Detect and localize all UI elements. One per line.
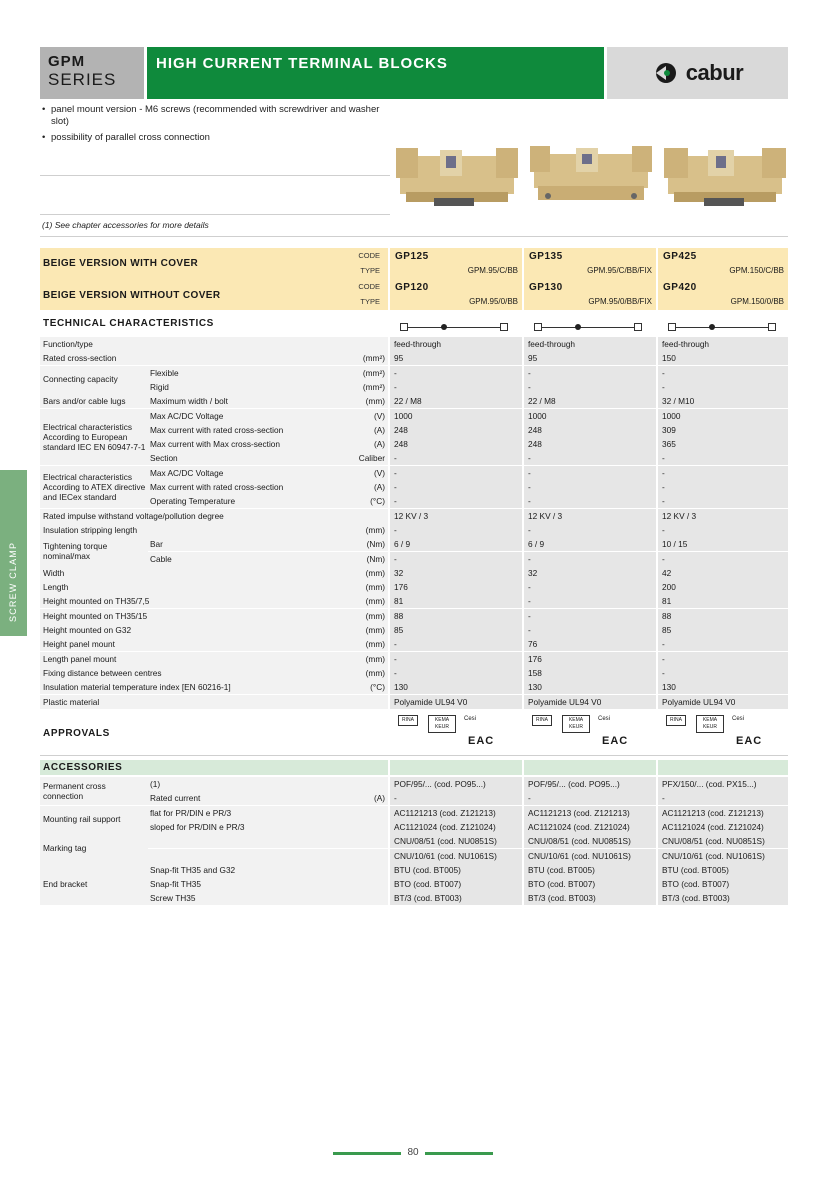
value-cell: BTU (cod. BT005) xyxy=(522,863,656,877)
product-type: GPM.150/0/BB xyxy=(730,297,784,306)
rina-mark-icon: RINA xyxy=(666,715,686,726)
value-cell: 32 xyxy=(388,566,522,580)
kema-keur-mark-icon: KEMA KEUR xyxy=(562,715,590,733)
group-label: Electrical characteristics According to ATEX directive and IECex standard xyxy=(40,466,148,508)
connection-diagram-icon xyxy=(534,323,642,333)
row-unit: (V) xyxy=(373,410,385,421)
row-label: Insulation material temperature index [EN 60216-1] xyxy=(40,680,388,694)
kema-keur-mark-icon: KEMA KEUR xyxy=(696,715,724,733)
cesi-mark-icon: Cesi xyxy=(732,716,745,722)
product-type: GPM.95/C/BB/FIX xyxy=(587,266,652,275)
value-cell: POF/95/... (cod. PO95...) xyxy=(522,777,656,791)
feature-item: • panel mount version - M6 screws (recommended with screwdriver and washer slot) xyxy=(42,104,387,128)
logo-wordmark: cabur xyxy=(685,60,744,85)
row-label: Height mounted on TH35/7,5 xyxy=(40,594,388,608)
value-cell: POF/95/... (cod. PO95...) xyxy=(388,777,522,791)
row-sublabel xyxy=(148,834,353,848)
value-cell: - xyxy=(522,791,656,805)
row-unit: (mm) xyxy=(365,582,385,593)
row-unit xyxy=(353,337,388,351)
value-cell: feed-through xyxy=(388,337,522,351)
value-cell: Polyamide UL94 V0 xyxy=(388,695,522,709)
table-row xyxy=(40,566,788,580)
row-sublabel xyxy=(148,509,353,523)
table-row xyxy=(40,552,788,566)
table-row xyxy=(40,509,788,523)
value-cell: 1000 xyxy=(388,409,522,423)
row-unit: (mm²) xyxy=(362,367,385,378)
value-cell: 88 xyxy=(388,609,522,623)
table-row xyxy=(40,806,788,820)
table-row xyxy=(40,652,788,666)
table-row xyxy=(40,409,788,423)
table-row xyxy=(40,423,788,437)
row-sublabel xyxy=(148,580,353,594)
table-row xyxy=(40,695,788,709)
value-cell: 95 xyxy=(522,351,656,365)
row-sublabel: Bar xyxy=(150,539,163,550)
code-key: CODE xyxy=(358,282,380,291)
value-cell: 95 xyxy=(388,351,522,365)
value-cell: 85 xyxy=(388,623,522,637)
value-cell: 248 xyxy=(522,437,656,451)
value-cell: - xyxy=(388,637,522,651)
product-code: GP125 xyxy=(395,251,429,262)
value-cell: CNU/10/61 (cod. NU1061S) xyxy=(656,849,788,863)
value-cell: 32 xyxy=(522,566,656,580)
row-sublabel xyxy=(148,637,353,651)
table-row xyxy=(40,594,788,608)
row-sublabel: sloped for PR/DIN e PR/3 xyxy=(150,821,245,832)
row-sublabel xyxy=(148,849,353,863)
row-label: Plastic material xyxy=(40,695,388,709)
value-cell: - xyxy=(388,666,522,680)
value-cell: Polyamide UL94 V0 xyxy=(522,695,656,709)
value-cell: - xyxy=(656,791,788,805)
page-title: HIGH CURRENT TERMINAL BLOCKS xyxy=(147,47,604,99)
feature-item: • possibility of parallel cross connection xyxy=(42,132,387,144)
value-cell: 309 xyxy=(656,423,788,437)
row-label: Height mounted on G32 xyxy=(40,623,388,637)
row-label: Length xyxy=(40,580,388,594)
row-sublabel: Snap-fit TH35 xyxy=(150,879,202,890)
group-label: Mounting rail support xyxy=(40,806,148,834)
value-cell: BTO (cod. BT007) xyxy=(656,877,788,891)
group-label: Connecting capacity xyxy=(40,366,148,394)
row-unit xyxy=(353,695,388,709)
product-code: GP425 xyxy=(663,251,697,262)
product-code: GP120 xyxy=(395,282,429,293)
row-sublabel xyxy=(148,623,353,637)
footnote: (1) See chapter accessories for more details xyxy=(42,220,209,230)
row-label: Rated impulse withstand voltage/pollution degree xyxy=(40,509,388,523)
page-number xyxy=(333,1148,493,1160)
feature-list xyxy=(42,104,387,148)
row-unit: (A) xyxy=(373,424,385,435)
row-unit: (V) xyxy=(373,467,385,478)
value-cell: - xyxy=(656,466,788,480)
type-key: TYPE xyxy=(360,297,380,306)
value-cell: - xyxy=(522,480,656,494)
row-sublabel xyxy=(148,652,353,666)
table-row xyxy=(40,480,788,494)
value-cell: - xyxy=(656,480,788,494)
row-sublabel: Max AC/DC Voltage xyxy=(150,410,224,421)
rina-mark-icon: RINA xyxy=(532,715,552,726)
approval-marks xyxy=(660,713,794,755)
table-row xyxy=(40,451,788,465)
value-cell: - xyxy=(522,623,656,637)
value-cell: BTU (cod. BT005) xyxy=(388,863,522,877)
table-row xyxy=(40,863,788,877)
row-unit: (mm²) xyxy=(362,353,385,364)
series-box xyxy=(40,47,144,99)
row-unit xyxy=(353,820,388,834)
row-unit: (Nm) xyxy=(366,553,385,564)
value-cell: - xyxy=(522,552,656,566)
row-unit: Caliber xyxy=(358,453,385,464)
row-unit: (mm) xyxy=(365,667,385,678)
kema-keur-mark-icon: KEMA KEUR xyxy=(428,715,456,733)
value-cell: - xyxy=(656,451,788,465)
accessories-title: ACCESSORIES xyxy=(43,762,123,773)
row-unit: (mm) xyxy=(365,610,385,621)
table-row xyxy=(40,351,788,365)
group-label: Electrical characteristics According to European standard IEC EN 60947-7-1 xyxy=(40,409,148,465)
row-unit: (A) xyxy=(373,793,385,804)
value-cell: - xyxy=(388,466,522,480)
value-cell: BT/3 (cod. BT003) xyxy=(656,891,788,905)
row-sublabel: Section xyxy=(150,453,178,464)
series-name: GPM xyxy=(48,53,86,70)
approvals-title: APPROVALS xyxy=(43,728,110,739)
value-cell: - xyxy=(656,552,788,566)
group-label: Tightening torque nominal/max xyxy=(40,537,148,565)
table-row xyxy=(40,680,788,694)
value-cell: 12 KV / 3 xyxy=(656,509,788,523)
value-cell: CNU/08/51 (cod. NU0851S) xyxy=(388,834,522,848)
value-cell: 248 xyxy=(388,437,522,451)
table-row xyxy=(40,849,788,863)
product-image-gp425 xyxy=(664,142,786,212)
value-cell: 1000 xyxy=(522,409,656,423)
product-type: GPM.95/0/BB xyxy=(469,297,518,306)
table-row xyxy=(40,523,788,537)
cesi-mark-icon: Cesi xyxy=(464,716,477,722)
value-cell: 81 xyxy=(656,594,788,608)
value-cell: 130 xyxy=(656,680,788,694)
table-row xyxy=(40,777,788,791)
row-sublabel xyxy=(148,351,353,365)
cesi-mark-icon: Cesi xyxy=(598,716,611,722)
row-sublabel xyxy=(148,523,353,537)
value-cell: - xyxy=(522,523,656,537)
value-cell: - xyxy=(522,366,656,380)
row-label: Bars and/or cable lugs xyxy=(40,394,388,408)
table-row xyxy=(40,394,788,408)
value-cell: AC1121213 (cod. Z121213) xyxy=(522,806,656,820)
value-cell: 10 / 15 xyxy=(656,537,788,551)
row-unit: (mm) xyxy=(365,625,385,635)
table-row xyxy=(40,791,788,805)
value-cell: 158 xyxy=(522,666,656,680)
value-cell: 365 xyxy=(656,437,788,451)
value-cell: - xyxy=(522,451,656,465)
value-cell: 42 xyxy=(656,566,788,580)
row-sublabel: Max current with rated cross-section xyxy=(150,424,284,435)
value-cell: - xyxy=(388,366,522,380)
value-cell: - xyxy=(656,637,788,651)
value-cell: - xyxy=(388,791,522,805)
versions-header xyxy=(40,248,788,310)
value-cell: 248 xyxy=(388,423,522,437)
value-cell: - xyxy=(388,552,522,566)
table-row xyxy=(40,337,788,351)
value-cell: - xyxy=(522,609,656,623)
value-cell: 81 xyxy=(388,594,522,608)
product-code: GP130 xyxy=(529,282,563,293)
value-cell: - xyxy=(388,523,522,537)
value-cell: - xyxy=(656,666,788,680)
table-row xyxy=(40,834,788,848)
value-cell: - xyxy=(388,652,522,666)
value-cell: AC1121024 (cod. Z121024) xyxy=(522,820,656,834)
approvals-row xyxy=(40,710,788,755)
connection-diagram-icon xyxy=(400,323,508,333)
side-tab-label: SCREW CLAMP xyxy=(8,541,18,622)
table-row xyxy=(40,466,788,480)
value-cell: - xyxy=(388,451,522,465)
row-sublabel xyxy=(148,680,353,694)
product-type: GPM.95/0/BB/FIX xyxy=(588,297,652,306)
value-cell: - xyxy=(522,466,656,480)
row-sublabel xyxy=(148,594,353,608)
row-sublabel: Rated current xyxy=(150,793,201,804)
row-label: Function/type xyxy=(40,337,388,351)
row-unit: (mm) xyxy=(365,524,385,535)
row-unit: (mm) xyxy=(365,653,385,664)
row-unit: (mm) xyxy=(365,567,385,578)
value-cell: feed-through xyxy=(656,337,788,351)
code-key: CODE xyxy=(358,251,380,260)
row-sublabel: Flexible xyxy=(150,367,179,378)
divider xyxy=(40,175,390,176)
value-cell: - xyxy=(656,366,788,380)
value-cell: feed-through xyxy=(522,337,656,351)
value-cell: CNU/08/51 (cod. NU0851S) xyxy=(656,834,788,848)
product-type: GPM.150/C/BB xyxy=(729,266,784,275)
table-row xyxy=(40,623,788,637)
table-row xyxy=(40,609,788,623)
value-cell: AC1121024 (cod. Z121024) xyxy=(388,820,522,834)
brand-logo xyxy=(607,47,788,99)
row-label: Fixing distance between centres xyxy=(40,666,388,680)
accessories-header xyxy=(40,760,788,775)
product-image-gp135 xyxy=(530,142,652,212)
eac-mark-icon: EAC xyxy=(736,735,763,747)
value-cell: CNU/08/51 (cod. NU0851S) xyxy=(522,834,656,848)
value-cell: 88 xyxy=(656,609,788,623)
row-label: Width xyxy=(40,566,388,580)
row-sublabel: Operating Temperature xyxy=(150,496,236,507)
value-cell: BTO (cod. BT007) xyxy=(388,877,522,891)
row-sublabel: Screw TH35 xyxy=(150,893,196,904)
table-row xyxy=(40,494,788,508)
divider xyxy=(40,755,788,756)
value-cell: 22 / M8 xyxy=(388,394,522,408)
connection-diagram-icon xyxy=(668,323,776,333)
row-sublabel xyxy=(148,566,353,580)
table-row xyxy=(40,580,788,594)
row-unit: (A) xyxy=(373,439,385,450)
value-cell: 200 xyxy=(656,580,788,594)
eac-mark-icon: EAC xyxy=(468,735,495,747)
tech-characteristics-title: TECHNICAL CHARACTERISTICS xyxy=(43,318,214,329)
value-cell: BT/3 (cod. BT003) xyxy=(522,891,656,905)
row-label: Insulation stripping length xyxy=(40,523,388,537)
page-number-text: 80 xyxy=(407,1147,419,1158)
value-cell: 150 xyxy=(656,351,788,365)
group-label: Marking tag xyxy=(40,834,148,862)
table-row xyxy=(40,666,788,680)
value-cell: - xyxy=(522,494,656,508)
table-row xyxy=(40,637,788,651)
table-row xyxy=(40,537,788,551)
series-label: SERIES xyxy=(48,70,117,89)
value-cell: - xyxy=(656,494,788,508)
group-label: Permanent cross connection xyxy=(40,777,148,805)
table-row xyxy=(40,366,788,380)
product-code: GP420 xyxy=(663,282,697,293)
group-label: End bracket xyxy=(40,863,148,905)
approval-marks xyxy=(526,713,660,755)
value-cell: - xyxy=(522,594,656,608)
eac-mark-icon: EAC xyxy=(602,735,629,747)
value-cell: BT/3 (cod. BT003) xyxy=(388,891,522,905)
row-sublabel xyxy=(148,666,353,680)
row-label: Rated cross-section xyxy=(40,351,388,365)
row-unit xyxy=(353,849,388,863)
with-cover-label: BEIGE VERSION WITH COVER xyxy=(43,258,199,269)
row-unit xyxy=(353,877,388,891)
value-cell: 12 KV / 3 xyxy=(388,509,522,523)
row-sublabel xyxy=(148,695,353,709)
rina-mark-icon: RINA xyxy=(398,715,418,726)
row-unit xyxy=(353,509,388,523)
divider xyxy=(40,236,788,237)
value-cell: BTU (cod. BT005) xyxy=(656,863,788,877)
row-sublabel: Max current with Max cross-section xyxy=(150,439,281,450)
table-row xyxy=(40,437,788,451)
row-unit: (mm) xyxy=(365,396,385,407)
table-row xyxy=(40,891,788,905)
value-cell: 6 / 9 xyxy=(522,537,656,551)
row-unit: (mm) xyxy=(365,596,385,607)
row-unit: (°C) xyxy=(370,682,385,693)
value-cell: AC1121213 (cod. Z121213) xyxy=(388,806,522,820)
row-unit: (A) xyxy=(373,482,385,492)
value-cell: 6 / 9 xyxy=(388,537,522,551)
value-cell: 176 xyxy=(388,580,522,594)
value-cell: 32 / M10 xyxy=(656,394,788,408)
value-cell: - xyxy=(388,494,522,508)
divider xyxy=(40,214,390,215)
row-unit xyxy=(353,777,388,791)
value-cell: - xyxy=(656,380,788,394)
value-cell: Polyamide UL94 V0 xyxy=(656,695,788,709)
row-sublabel: Snap-fit TH35 and G32 xyxy=(150,864,236,875)
row-unit: (°C) xyxy=(370,496,385,507)
row-sublabel: Max AC/DC Voltage xyxy=(150,467,224,478)
row-unit xyxy=(353,863,388,877)
row-sublabel xyxy=(148,337,353,351)
value-cell: BTO (cod. BT007) xyxy=(522,877,656,891)
value-cell: 76 xyxy=(522,637,656,651)
row-sublabel xyxy=(148,609,353,623)
value-cell: 22 / M8 xyxy=(522,394,656,408)
row-sublabel: Rigid xyxy=(150,381,169,392)
row-unit xyxy=(353,891,388,905)
value-cell: 85 xyxy=(656,623,788,637)
value-cell: 130 xyxy=(388,680,522,694)
value-cell: PFX/150/... (cod. PX15...) xyxy=(656,777,788,791)
row-sublabel: flat for PR/DIN e PR/3 xyxy=(150,807,232,818)
row-unit xyxy=(353,834,388,848)
side-tab xyxy=(0,470,27,636)
value-cell: CNU/10/61 (cod. NU1061S) xyxy=(522,849,656,863)
row-unit: (mm) xyxy=(365,639,385,650)
row-sublabel: Maximum width / bolt xyxy=(150,396,228,407)
row-sublabel: (1) xyxy=(150,779,161,789)
row-label: Height mounted on TH35/15 xyxy=(40,609,388,623)
row-unit: (mm²) xyxy=(362,381,385,392)
value-cell: 130 xyxy=(522,680,656,694)
product-type: GPM.95/C/BB xyxy=(467,266,518,275)
without-cover-label: BEIGE VERSION WITHOUT COVER xyxy=(43,290,221,301)
approval-marks xyxy=(392,713,526,755)
product-image-gp125 xyxy=(396,142,518,212)
table-row xyxy=(40,877,788,891)
row-label: Height panel mount xyxy=(40,637,388,651)
value-cell: 12 KV / 3 xyxy=(522,509,656,523)
value-cell: 1000 xyxy=(656,409,788,423)
row-sublabel: Max current with rated cross-section xyxy=(150,482,284,492)
value-cell: AC1121213 (cod. Z121213) xyxy=(656,806,788,820)
value-cell: - xyxy=(522,380,656,394)
row-unit xyxy=(353,806,388,820)
value-cell: - xyxy=(388,480,522,494)
value-cell: AC1121024 (cod. Z121024) xyxy=(656,820,788,834)
value-cell: 176 xyxy=(522,652,656,666)
value-cell: - xyxy=(522,580,656,594)
table-row xyxy=(40,820,788,834)
value-cell: CNU/10/61 (cod. NU1061S) xyxy=(388,849,522,863)
value-cell: - xyxy=(656,652,788,666)
row-label: Length panel mount xyxy=(40,652,388,666)
cabur-logo-icon xyxy=(652,62,680,84)
value-cell: - xyxy=(388,380,522,394)
product-code: GP135 xyxy=(529,251,563,262)
table-row xyxy=(40,380,788,394)
value-cell: - xyxy=(656,523,788,537)
row-unit: (Nm) xyxy=(366,539,385,550)
row-sublabel: Cable xyxy=(150,553,172,564)
value-cell: 248 xyxy=(522,423,656,437)
type-key: TYPE xyxy=(360,266,380,275)
